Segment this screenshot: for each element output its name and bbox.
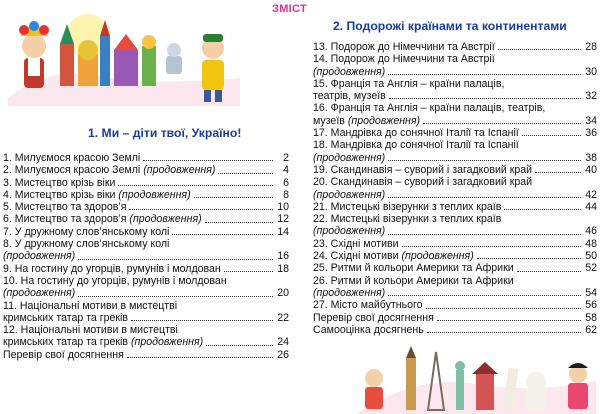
toc-entry[interactable]: 20. Скандинавія – суворий і загадковий край (продовження) 42 <box>313 176 597 201</box>
toc-entry[interactable]: 10. На гостину до угорців, румунів і молдован (продовження) 20 <box>3 274 289 300</box>
toc-entry[interactable]: 27. Місто майбутнього 56 <box>313 299 597 312</box>
toc-entry[interactable]: 17. Мандрівка до сонячної Італії та Іспанії 36 <box>313 127 597 140</box>
toc-entry[interactable]: 25. Ритми й кольори Америки та Африки 52 <box>313 262 597 275</box>
toc-entry[interactable]: 19. Скандинавія – суворий і загадковий край 40 <box>313 163 597 176</box>
toc-left <box>3 152 289 361</box>
toc-entry[interactable]: 6. Мистецтво та здоров’я (продовження) 12 <box>3 213 289 226</box>
toc-entry[interactable]: 3. Мистецтво крізь віки 6 <box>3 176 289 189</box>
toc-entry[interactable]: 9. На гостину до угорців, румунів і молдован 18 <box>3 262 289 275</box>
toc-entry[interactable]: 24. Східні мотиви (продовження) 50 <box>313 250 597 263</box>
toc-entry[interactable]: 14. Подорож до Німеччини та Австрії (продовження) 30 <box>313 53 597 78</box>
toc-entry[interactable]: 26. Ритми й кольори Америки та Африки (продовження) 54 <box>313 274 597 299</box>
toc-entry[interactable]: Перевір свої досягнення 58 <box>313 311 597 324</box>
section-title-travel: 2. Подорожі країнами та континентами <box>333 19 567 33</box>
toc-entry[interactable]: Перевір свої досягнення 26 <box>3 348 289 361</box>
section-title-ukraine: 1. Ми – діти твої, Україно! <box>88 126 242 140</box>
toc-entry[interactable]: 16. Франція та Англія – країни палаців, театрів, музеїв (продовження) 34 <box>313 102 597 127</box>
toc-entry[interactable]: 13. Подорож до Німеччини та Австрії 28 <box>313 41 597 53</box>
toc-entry[interactable]: 4. Мистецтво крізь віки (продовження) 8 <box>3 188 289 201</box>
toc-entry[interactable]: 18. Мандрівка до сонячної Італії та Іспанії (продовження) 38 <box>313 139 597 164</box>
toc-entry[interactable]: 12. Національні мотиви в мистецтві кримських татар та греків (продовження) 24 <box>3 324 289 349</box>
toc-entry[interactable]: 15. Франція та Англія – країни палаців, театрів, музеїв 32 <box>313 77 597 103</box>
left-illustration <box>8 6 240 106</box>
toc-entry[interactable]: 11. Національні мотиви в мистецтві кримських татар та греків 22 <box>3 299 289 324</box>
toc-entry[interactable]: 22. Мистецькі візерунки з теплих країв (продовження) 46 <box>313 213 597 238</box>
toc-entry[interactable]: 23. Східні мотиви 48 <box>313 237 597 250</box>
toc-entry[interactable]: 2. Милуємося красою Землі (продовження) 4 <box>3 164 289 177</box>
toc-entry[interactable]: 1. Милуємося красою Землі 2 <box>3 152 289 164</box>
toc-entry[interactable]: Самооцінка досягнень 62 <box>313 323 597 336</box>
right-illustration <box>356 344 596 414</box>
toc-entry[interactable]: 5. Мистецтво та здоров’я 10 <box>3 201 289 214</box>
toc-right <box>313 41 597 336</box>
toc-entry[interactable]: 21. Мистецькі візерунки з теплих країв 44 <box>313 200 597 213</box>
toc-entry[interactable]: 7. У дружному слов’янському колі 14 <box>3 225 289 238</box>
toc-entry[interactable]: 8. У дружному слов’янському колі (продовження) 16 <box>3 238 289 263</box>
page-title: ЗМІСТ <box>272 3 307 15</box>
